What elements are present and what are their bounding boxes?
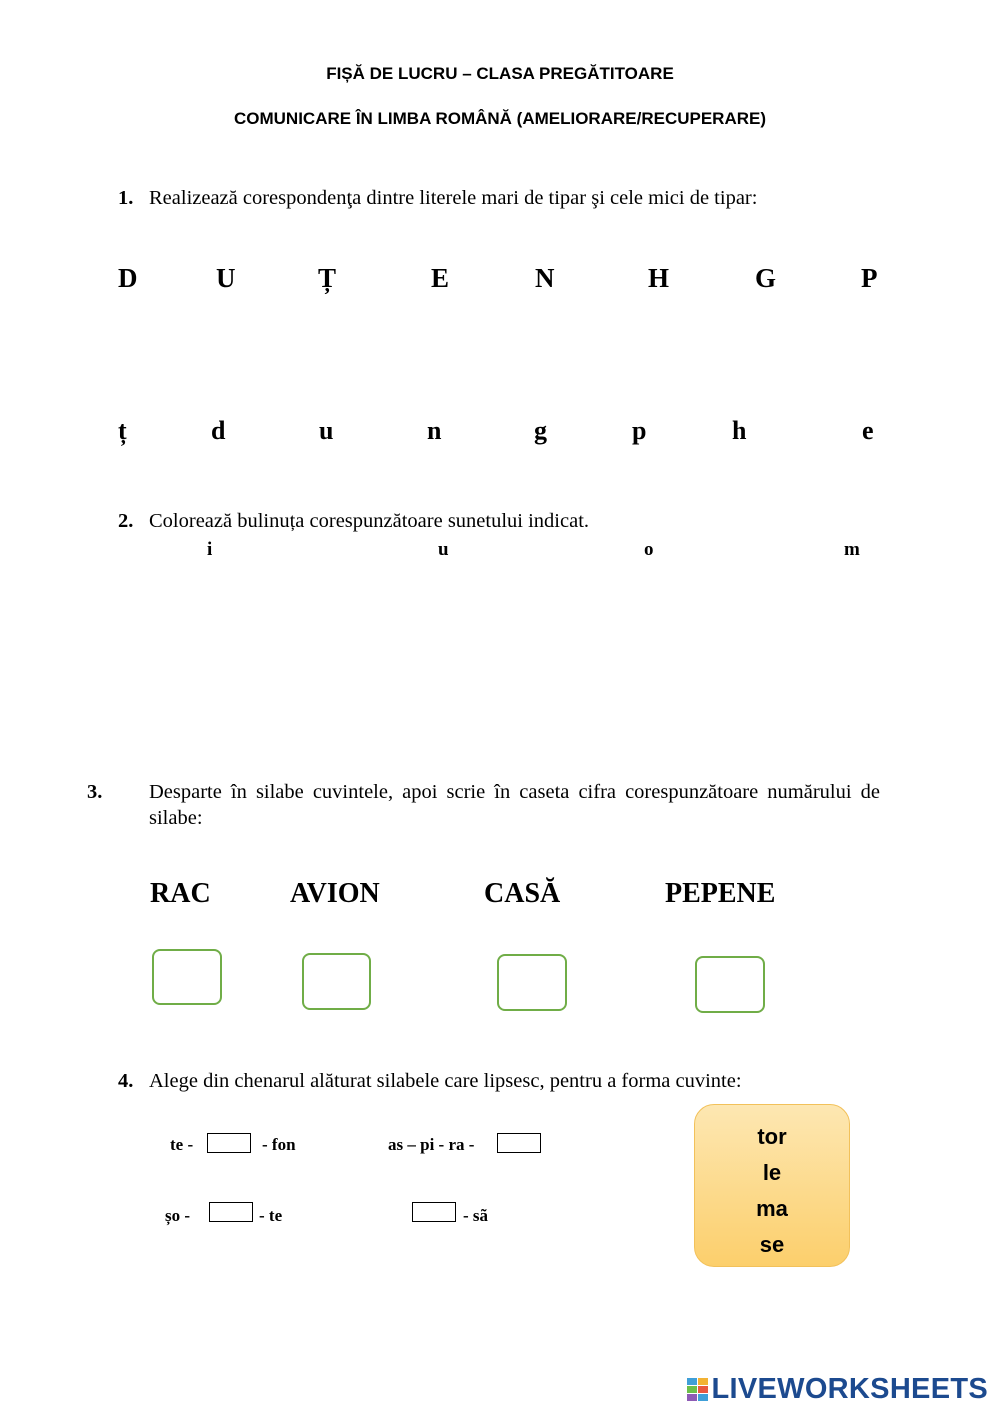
lowercase-letter[interactable]: e — [862, 416, 874, 445]
word: RAC — [150, 878, 211, 909]
sound-label: m — [844, 539, 860, 560]
word-prefix: șo - — [165, 1206, 191, 1225]
word-prefix: te - — [170, 1135, 194, 1154]
lowercase-letter[interactable]: p — [632, 416, 647, 445]
syllable-bank — [694, 1104, 850, 1267]
word-suffix: - sã — [463, 1206, 489, 1225]
sound-label: i — [207, 539, 213, 560]
uppercase-letter[interactable]: Ț — [318, 263, 337, 293]
sound-label: u — [438, 539, 449, 560]
missing-syllable-box[interactable] — [497, 1133, 541, 1153]
syllable-option[interactable]: tor — [757, 1124, 787, 1149]
uppercase-letter[interactable]: N — [535, 263, 555, 293]
uppercase-letter[interactable]: E — [431, 263, 450, 293]
uppercase-letter[interactable]: G — [755, 263, 777, 293]
lowercase-letter[interactable]: h — [732, 416, 747, 445]
word-prefix: as – pi - ra - — [388, 1135, 475, 1154]
syllable-count-box[interactable] — [695, 956, 765, 1013]
missing-syllable-box[interactable] — [412, 1202, 456, 1222]
syllable-count-box[interactable] — [152, 949, 222, 1005]
sound-label: o — [644, 539, 654, 560]
task3-instruction — [87, 779, 880, 831]
uppercase-letter[interactable]: H — [648, 263, 670, 293]
task4-instruction — [118, 1070, 742, 1093]
task2-instruction — [118, 510, 589, 533]
task2-text: Colorează bulinuța corespunzătoare sunetului indicat. — [149, 510, 590, 532]
lowercase-letter[interactable]: u — [319, 416, 334, 445]
word: AVION — [290, 878, 380, 909]
syllable-option[interactable]: se — [759, 1232, 785, 1257]
word: CASĂ — [484, 878, 561, 909]
worksheet-subtitle: COMUNICARE ÎN LIMBA ROMÂNĂ (AMELIORARE/RECUPERARE) — [233, 109, 767, 128]
task2-pictures — [0, 560, 1000, 745]
missing-syllable-box[interactable] — [209, 1202, 253, 1222]
word-suffix: - fon — [262, 1135, 296, 1154]
uppercase-letter[interactable]: P — [861, 263, 878, 293]
task3-number: 3. — [87, 781, 103, 803]
missing-syllable-box[interactable] — [207, 1133, 251, 1153]
word-suffix: - te — [259, 1206, 283, 1225]
task1-text: Realizează corespondenţa dintre literele mari de tipar şi cele mici de tipar: — [149, 187, 758, 209]
worksheet-title: FIȘĂ DE LUCRU – CLASA PREGĂTITOARE — [326, 64, 674, 83]
task1-instruction — [118, 187, 757, 210]
syllable-option[interactable]: ma — [756, 1196, 788, 1221]
task4-text: Alege din chenarul alăturat silabele care lipsesc, pentru a forma cuvinte: — [149, 1070, 742, 1092]
syllable-count-box[interactable] — [497, 954, 567, 1011]
lowercase-letter[interactable]: ț — [118, 416, 127, 445]
lowercase-letter[interactable]: g — [534, 416, 547, 445]
syllable-count-box[interactable] — [302, 953, 371, 1010]
task4-number: 4. — [118, 1070, 134, 1092]
logo-icon — [687, 1376, 709, 1404]
liveworksheets-logo — [687, 1373, 989, 1406]
word: PEPENE — [665, 878, 776, 909]
task3-text: Desparte în silabe cuvintele, apoi scrie în caseta cifra corespunzătoare numărului de silabe: — [149, 781, 880, 829]
logo-text: LIVEWORKSHEETS — [711, 1373, 988, 1405]
task2-number: 2. — [118, 510, 134, 532]
syllable-option[interactable]: le — [762, 1160, 782, 1185]
task1-number: 1. — [118, 187, 134, 209]
uppercase-letter[interactable]: D — [118, 263, 138, 293]
lowercase-letter[interactable]: d — [211, 416, 226, 445]
lowercase-letter[interactable]: n — [427, 416, 442, 445]
uppercase-letter[interactable]: U — [216, 263, 236, 293]
